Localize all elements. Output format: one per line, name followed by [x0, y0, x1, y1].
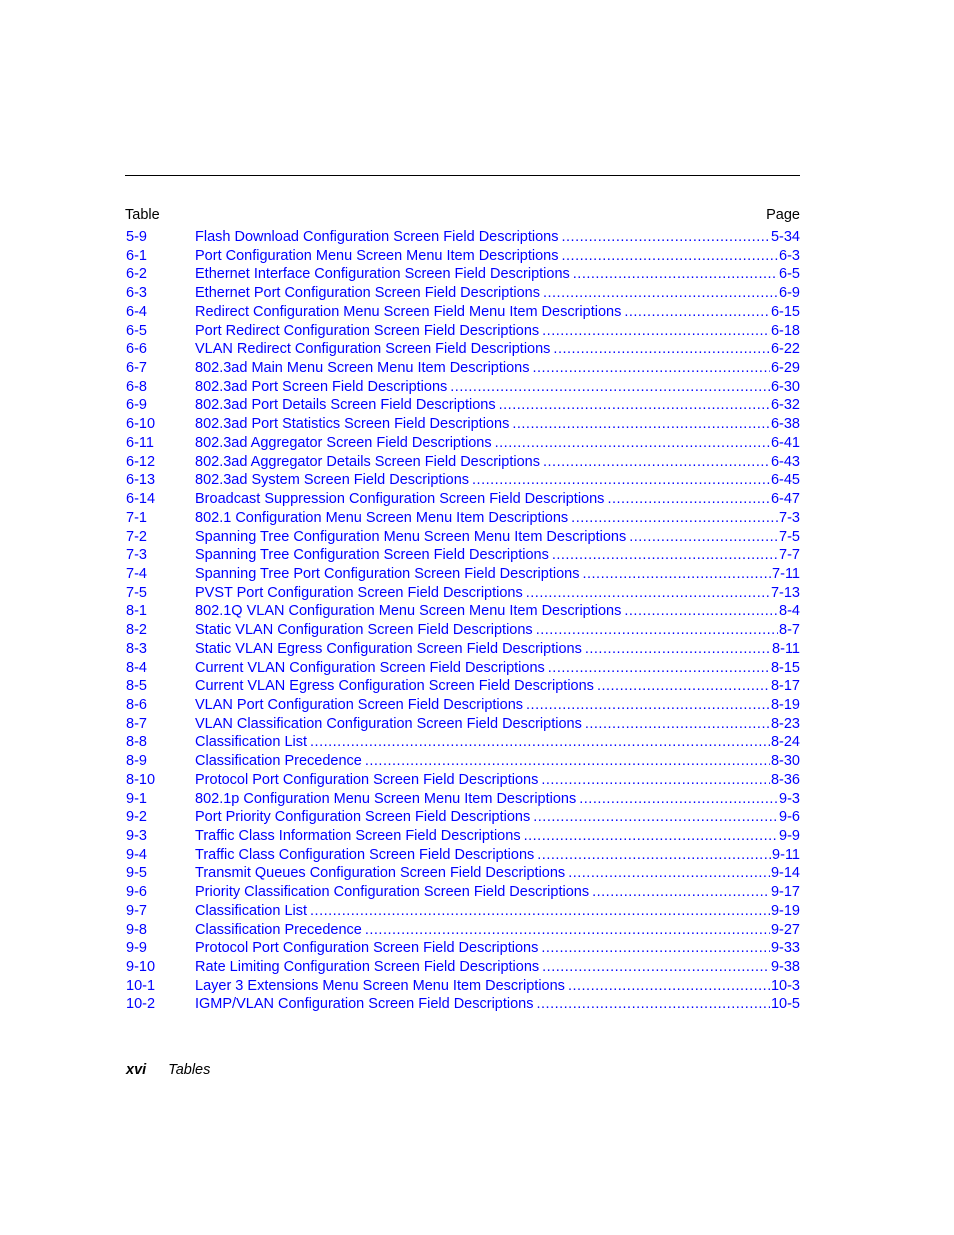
toc-entry-number[interactable]: 8-10	[126, 771, 156, 788]
toc-entry[interactable]	[125, 322, 800, 341]
toc-entry-page[interactable]: 6-30	[770, 378, 800, 395]
toc-entry[interactable]	[125, 528, 800, 547]
toc-entry[interactable]	[125, 696, 800, 715]
toc-entry-number[interactable]: 8-3	[126, 640, 147, 657]
dot-leader	[542, 958, 770, 976]
dot-leader	[597, 677, 770, 695]
toc-entry[interactable]	[125, 864, 800, 883]
toc-entry-title[interactable]: VLAN Classification Configuration Screen Field Descriptions	[195, 715, 582, 732]
toc-entry-page[interactable]: 9-6	[779, 809, 800, 826]
toc-entry[interactable]	[125, 827, 800, 846]
toc-entry-page[interactable]: 8-24	[770, 734, 800, 751]
toc-entry-number[interactable]: 6-11	[126, 434, 154, 451]
toc-entry-page[interactable]: 9-3	[779, 790, 800, 807]
toc-entry-title[interactable]: 802.3ad Port Screen Field Descriptions	[195, 378, 448, 395]
toc-entry-title[interactable]: Broadcast Suppression Configuration Screen Field Descriptions	[195, 491, 605, 508]
toc-entry-title[interactable]: IGMP/VLAN Configuration Screen Field Descriptions	[195, 996, 534, 1013]
toc-entry-title[interactable]: Ethernet Interface Configuration Screen Field Descriptions	[195, 266, 570, 283]
dot-leader	[537, 846, 771, 864]
toc-entry-page[interactable]: 5-34	[770, 229, 800, 245]
dot-leader	[541, 771, 770, 789]
dot-leader	[552, 546, 778, 564]
toc-entry-title[interactable]: Port Priority Configuration Screen Field Descriptions	[195, 809, 531, 826]
toc-entry-number[interactable]: 6-8	[126, 378, 147, 395]
toc-entry-page[interactable]: 7-11	[772, 565, 800, 582]
toc-entry-number[interactable]: 8-1	[126, 603, 147, 620]
toc-entry-number[interactable]: 6-6	[126, 341, 147, 358]
dot-leader	[573, 265, 778, 283]
toc-entry-title[interactable]: 802.3ad Aggregator Details Screen Field Descriptions	[195, 453, 540, 470]
toc-entry-page[interactable]: 8-11	[772, 640, 800, 657]
toc-entry-number[interactable]: 6-1	[126, 247, 147, 264]
toc-entry-number[interactable]: 8-9	[126, 753, 147, 770]
toc-entry-page[interactable]: 9-11	[772, 846, 800, 863]
footer-page-number: xvi	[126, 1062, 147, 1078]
toc-entry-number[interactable]: 8-7	[126, 715, 147, 732]
toc-entry-title[interactable]: Traffic Class Configuration Screen Field Descriptions	[195, 846, 535, 863]
toc-entry-page[interactable]: 6-5	[779, 266, 800, 283]
toc-entry-title[interactable]: 802.1p Configuration Menu Screen Menu Item Descriptions	[195, 790, 577, 807]
toc-entry-page[interactable]: 9-9	[779, 828, 800, 844]
toc-entry[interactable]	[125, 621, 800, 640]
toc-entry[interactable]	[125, 752, 800, 771]
dot-leader	[365, 752, 770, 770]
toc-entry-page[interactable]: 6-45	[770, 472, 800, 489]
toc-entry[interactable]	[125, 565, 800, 584]
toc-entry-number[interactable]: 9-10	[126, 959, 156, 976]
toc-entry[interactable]	[125, 846, 800, 865]
dot-leader	[607, 490, 770, 508]
dot-leader	[624, 303, 770, 321]
toc-entry-title[interactable]: Spanning Tree Port Configuration Screen Field Descriptions	[195, 565, 580, 582]
toc-entry-title[interactable]: Layer 3 Extensions Menu Screen Menu Item Descriptions	[195, 977, 565, 994]
toc-entry[interactable]	[125, 883, 800, 902]
toc-entry-number[interactable]: 9-2	[126, 809, 147, 826]
toc-entry-number[interactable]: 8-4	[126, 659, 147, 676]
toc-entry-number[interactable]: 9-5	[126, 865, 147, 882]
dot-leader	[450, 378, 770, 396]
toc-entry-number[interactable]: 6-9	[126, 397, 147, 414]
toc-entry-page[interactable]: 6-3	[779, 247, 800, 264]
dot-leader	[499, 396, 770, 414]
toc-entry-title[interactable]: Static VLAN Configuration Screen Field Descriptions	[195, 622, 533, 639]
toc-entry-title[interactable]: Protocol Port Configuration Screen Field Descriptions	[195, 771, 539, 788]
toc-entry-page[interactable]: 9-38	[770, 959, 800, 976]
toc-entry-number[interactable]: 6-7	[126, 360, 147, 377]
toc-entry[interactable]	[125, 640, 800, 659]
toc-entry-number[interactable]: 10-2	[126, 996, 156, 1013]
toc-entry[interactable]	[125, 396, 800, 415]
toc-entry-title[interactable]: Port Redirect Configuration Screen Field Descriptions	[195, 322, 540, 339]
toc-header	[125, 204, 800, 228]
toc-entry-page[interactable]: 8-7	[779, 622, 800, 639]
dot-leader	[542, 322, 770, 340]
toc-entry-title[interactable]: Rate Limiting Configuration Screen Field Descriptions	[195, 959, 540, 976]
toc-entry[interactable]	[125, 284, 800, 303]
toc-entry-number[interactable]: 9-1	[126, 790, 147, 807]
dot-leader	[568, 977, 770, 995]
toc-entry-page[interactable]: 6-43	[770, 453, 800, 470]
toc-entry[interactable]	[125, 303, 800, 322]
toc-entry[interactable]	[125, 490, 800, 509]
toc-entry-title[interactable]: Current VLAN Configuration Screen Field Descriptions	[195, 659, 545, 676]
toc-entry-title[interactable]: 802.3ad Main Menu Screen Menu Item Descriptions	[195, 360, 530, 377]
dot-leader	[592, 883, 770, 901]
toc-entry[interactable]	[125, 359, 800, 378]
toc-entry-number[interactable]: 7-1	[126, 509, 147, 526]
dot-leader	[571, 509, 778, 527]
toc-entry-page[interactable]: 6-29	[770, 360, 800, 377]
toc-entry[interactable]	[125, 340, 800, 359]
toc-entry[interactable]	[125, 584, 800, 603]
toc-entry-page[interactable]: 8-30	[770, 753, 800, 770]
toc-entry-page[interactable]: 10-5	[770, 996, 800, 1013]
toc-entry-number[interactable]: 6-2	[126, 266, 147, 283]
toc-entry-page[interactable]: 9-33	[770, 940, 800, 957]
toc-entry-page[interactable]: 9-19	[770, 902, 800, 919]
toc-entry-number[interactable]: 6-10	[126, 416, 156, 433]
dot-leader	[533, 808, 778, 826]
dot-leader	[585, 715, 770, 733]
toc-entry[interactable]	[125, 677, 800, 696]
dot-leader	[561, 247, 778, 265]
column-label-table: Table	[125, 207, 160, 223]
toc-entry-page[interactable]: 7-5	[779, 528, 800, 545]
toc-entry-number[interactable]: 7-5	[126, 584, 147, 601]
toc-entry-page[interactable]: 8-4	[779, 603, 800, 620]
toc-entry-page[interactable]: 6-41	[770, 434, 800, 451]
toc-entry-number[interactable]: 9-8	[126, 921, 147, 938]
toc-entry-number[interactable]: 6-14	[126, 491, 156, 508]
dot-leader	[310, 733, 770, 751]
toc-entry[interactable]	[125, 921, 800, 940]
toc-entry-title[interactable]: Classification List	[195, 734, 308, 751]
toc-entry-number[interactable]: 8-2	[126, 622, 147, 639]
toc-entry-page[interactable]: 8-17	[770, 678, 800, 695]
toc-entry-page[interactable]: 6-47	[770, 491, 800, 508]
toc-entry-number[interactable]: 6-12	[126, 453, 156, 470]
toc-entry-page[interactable]: 8-36	[770, 771, 800, 788]
toc-entry-number[interactable]: 6-4	[126, 303, 147, 320]
dot-leader	[579, 790, 778, 808]
dot-leader	[624, 602, 778, 620]
toc-entry[interactable]	[125, 602, 800, 621]
toc-entry[interactable]	[125, 247, 800, 266]
dot-leader	[536, 995, 769, 1013]
toc-entry-title[interactable]: Traffic Class Information Screen Field Descriptions	[195, 828, 521, 844]
toc-entry-page[interactable]: 7-7	[779, 547, 800, 564]
toc-entry[interactable]	[125, 808, 800, 827]
toc-entry[interactable]	[125, 977, 800, 996]
toc-entry-number[interactable]: 8-5	[126, 678, 147, 695]
toc-entry-number[interactable]: 5-9	[126, 229, 147, 245]
page-footer	[126, 1060, 210, 1080]
toc-entry[interactable]	[125, 228, 800, 247]
toc-entry-page[interactable]: 6-9	[779, 285, 800, 302]
toc-entry-title[interactable]: Priority Classification Configuration Screen Field Descriptions	[195, 884, 590, 901]
dot-leader	[561, 228, 769, 246]
toc-entry[interactable]	[125, 453, 800, 472]
footer-section-title: Tables	[168, 1062, 211, 1078]
toc-entry-title[interactable]: Classification List	[195, 902, 308, 919]
toc-entry-title[interactable]: Transmit Queues Configuration Screen Field Descriptions	[195, 865, 566, 882]
header-rule	[125, 175, 800, 176]
toc-entry-number[interactable]: 10-1	[126, 977, 156, 994]
dot-leader	[512, 415, 770, 433]
toc-entry[interactable]	[125, 771, 800, 790]
toc-entry-number[interactable]: 8-8	[126, 734, 147, 751]
toc-entry-page[interactable]: 6-38	[770, 416, 800, 433]
toc-entry-title[interactable]: Spanning Tree Configuration Screen Field Descriptions	[195, 547, 549, 564]
toc-entry-page[interactable]: 6-18	[770, 322, 800, 339]
toc-entry-number[interactable]: 6-5	[126, 322, 147, 339]
dot-leader	[365, 921, 770, 939]
dot-leader	[526, 696, 770, 714]
dot-leader	[543, 284, 778, 302]
toc-entry-title[interactable]: Port Configuration Menu Screen Menu Item Descriptions	[195, 247, 559, 264]
toc-entry-number[interactable]: 9-4	[126, 846, 147, 863]
toc-entry-page[interactable]: 8-23	[770, 715, 800, 732]
toc-entry[interactable]	[125, 902, 800, 921]
toc-entry-page[interactable]: 6-22	[770, 341, 800, 358]
toc-entry-number[interactable]: 7-4	[126, 565, 147, 582]
table-of-contents	[125, 204, 800, 1014]
toc-entry-page[interactable]: 8-19	[770, 696, 800, 713]
dot-leader	[541, 939, 770, 957]
toc-entry[interactable]	[125, 659, 800, 678]
toc-entry-page[interactable]: 7-3	[779, 509, 800, 526]
dot-leader	[568, 864, 770, 882]
toc-entry-title[interactable]: VLAN Redirect Configuration Screen Field Descriptions	[195, 341, 551, 358]
toc-entry-page[interactable]: 8-15	[770, 659, 800, 676]
dot-leader	[532, 359, 769, 377]
toc-entry[interactable]	[125, 471, 800, 490]
toc-entry-number[interactable]: 9-6	[126, 884, 147, 901]
toc-entry-page[interactable]: 9-27	[770, 921, 800, 938]
toc-entry[interactable]	[125, 546, 800, 565]
toc-entry-title[interactable]: Protocol Port Configuration Screen Field Descriptions	[195, 940, 539, 957]
toc-entry-number[interactable]: 6-3	[126, 285, 147, 302]
dot-leader	[629, 528, 778, 546]
dot-leader	[582, 565, 771, 583]
toc-entry-title[interactable]: 802.1 Configuration Menu Screen Menu Item Descriptions	[195, 509, 569, 526]
column-label-page: Page	[766, 207, 800, 223]
toc-entry-number[interactable]: 7-2	[126, 528, 147, 545]
dot-leader	[543, 453, 770, 471]
dot-leader	[495, 434, 770, 452]
toc-entry-title[interactable]: 802.1Q VLAN Configuration Menu Screen Menu Item Descriptions	[195, 603, 622, 620]
dot-leader	[553, 340, 770, 358]
toc-entry-page[interactable]: 9-14	[770, 865, 800, 882]
dot-leader	[536, 621, 778, 639]
toc-entry-number[interactable]: 9-3	[126, 828, 147, 844]
toc-entry-title[interactable]: 802.3ad Aggregator Screen Field Descriptions	[195, 434, 492, 451]
dot-leader	[310, 902, 770, 920]
toc-entry[interactable]	[125, 434, 800, 453]
toc-entry-title[interactable]: 802.3ad Port Details Screen Field Descriptions	[195, 397, 496, 414]
toc-entry-page[interactable]: 7-13	[770, 584, 800, 601]
toc-entry-page[interactable]: 6-32	[770, 397, 800, 414]
dot-leader	[585, 640, 771, 658]
toc-entry-title[interactable]: VLAN Port Configuration Screen Field Descriptions	[195, 696, 524, 713]
toc-entry-page[interactable]: 9-17	[770, 884, 800, 901]
toc-entry[interactable]	[125, 415, 800, 434]
toc-entry-title[interactable]: Flash Download Configuration Screen Field Descriptions	[195, 229, 559, 245]
toc-entry-title[interactable]: Spanning Tree Configuration Menu Screen Menu Item Descriptions	[195, 528, 627, 545]
toc-entry-number[interactable]: 6-13	[126, 472, 156, 489]
dot-leader	[548, 659, 770, 677]
toc-entry[interactable]	[125, 939, 800, 958]
toc-entry-number[interactable]: 9-9	[126, 940, 147, 957]
toc-entry-number[interactable]: 8-6	[126, 696, 147, 713]
dot-leader	[524, 827, 778, 845]
toc-entry[interactable]	[125, 790, 800, 809]
toc-entry-number[interactable]: 9-7	[126, 902, 147, 919]
dot-leader	[472, 471, 770, 489]
toc-entry-list	[125, 228, 800, 1014]
toc-entry-page[interactable]: 10-3	[770, 977, 800, 994]
toc-entry-title[interactable]: Classification Precedence	[195, 921, 362, 938]
toc-entry-title[interactable]: Redirect Configuration Menu Screen Field Menu Item Descriptions	[195, 303, 622, 320]
toc-entry-title[interactable]: Static VLAN Egress Configuration Screen Field Descriptions	[195, 640, 582, 657]
dot-leader	[526, 584, 770, 602]
toc-entry-title[interactable]: PVST Port Configuration Screen Field Descriptions	[195, 584, 523, 601]
toc-entry-title[interactable]: Classification Precedence	[195, 753, 362, 770]
toc-entry-title[interactable]: 802.3ad System Screen Field Descriptions	[195, 472, 470, 489]
toc-entry[interactable]	[125, 958, 800, 977]
toc-entry[interactable]	[125, 733, 800, 752]
toc-entry[interactable]	[125, 509, 800, 528]
toc-entry-title[interactable]: Current VLAN Egress Configuration Screen Field Descriptions	[195, 678, 594, 695]
toc-entry[interactable]	[125, 715, 800, 734]
toc-entry-title[interactable]: Ethernet Port Configuration Screen Field Descriptions	[195, 285, 540, 302]
toc-entry[interactable]	[125, 378, 800, 397]
toc-entry-title[interactable]: 802.3ad Port Statistics Screen Field Descriptions	[195, 416, 510, 433]
toc-entry-number[interactable]: 7-3	[126, 547, 147, 564]
toc-entry-page[interactable]: 6-15	[770, 303, 800, 320]
toc-entry[interactable]	[125, 265, 800, 284]
toc-entry[interactable]	[125, 995, 800, 1014]
